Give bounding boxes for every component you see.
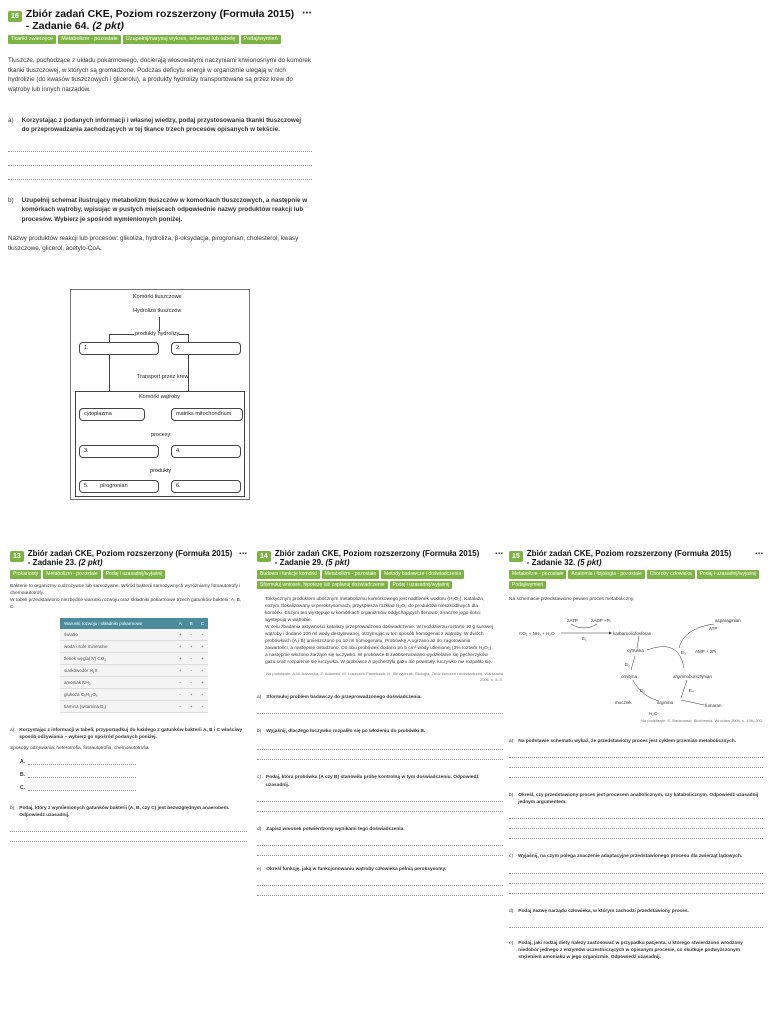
- scheme-e1: E₁: [582, 636, 587, 642]
- more-options-icon[interactable]: ⋯: [239, 549, 247, 558]
- question-b: [10, 805, 247, 819]
- cytoplasm-box: cytoplazma: [79, 408, 145, 421]
- arrow-line: [159, 317, 160, 331]
- table-cell: +: [186, 700, 197, 712]
- table-cell: -: [186, 652, 197, 664]
- fat-metabolism-diagram: [70, 289, 250, 500]
- scheme-atp2: ATP: [709, 626, 718, 632]
- table-row: [60, 700, 208, 712]
- answer-line[interactable]: [257, 713, 503, 714]
- answer-line[interactable]: [10, 841, 247, 842]
- task-header: [509, 549, 763, 567]
- answer-line[interactable]: [509, 828, 763, 829]
- answer-box-6[interactable]: 6.: [171, 480, 241, 493]
- tag[interactable]: Choroby człowieka: [647, 570, 695, 579]
- answer-b-row: [20, 772, 247, 778]
- table-cell: woda i sole mineralne: [60, 640, 175, 652]
- table-cell: -: [175, 676, 186, 688]
- tag[interactable]: Metabolizm - pozostałe: [43, 570, 100, 579]
- question-text: Sformułuj problem badawczy do przeprowadzonego doświadczenia.: [266, 695, 422, 701]
- question-letter: b): [10, 806, 15, 812]
- task-card-29: [257, 549, 503, 896]
- answer-line[interactable]: [257, 801, 503, 802]
- answer-box-2[interactable]: 2.: [171, 342, 241, 355]
- answer-line[interactable]: [509, 757, 763, 758]
- question-e: [509, 940, 763, 962]
- question-letter: b): [509, 793, 514, 799]
- arrow-line: [188, 334, 189, 342]
- answer-line[interactable]: [257, 749, 503, 750]
- box-value: pirogronian: [100, 483, 128, 489]
- question-text: Na podstawie schematu wykaż, że przedstawiony proces jest cyklem przemian metabolicznych.: [518, 738, 737, 744]
- answer-line[interactable]: [509, 767, 763, 768]
- tag[interactable]: Prokarionty: [10, 570, 41, 579]
- source-note: Na podstawie: E. Bańkowski, Biochemia, Wrocław 2006, s. 196–200.: [641, 718, 763, 724]
- question-d: [509, 908, 763, 915]
- tag-list: [509, 570, 763, 589]
- table-cell: -: [197, 629, 208, 641]
- answer-label: B.: [20, 772, 25, 779]
- scheme-carb: karbamoilofosforan: [613, 631, 652, 637]
- question-a: [10, 727, 247, 741]
- table-cell: tiamina (witamina B₁): [60, 700, 175, 712]
- task-title-text: Zbiór zadań CKE, Poziom rozszerzony (Formuła 2015): [526, 549, 732, 558]
- task-points: (5 pkt): [577, 558, 602, 568]
- question-text: Uzupełnij schemat ilustrujący metabolizm tłuszczów w komórkach tłuszczowych, a następnie w komórkach wątroby, wpisując w pustych miejscach odpowiednie nazwy produktów reakcji lub procesów. Wybierz je spośród wymienionych poniżej.: [21, 196, 308, 223]
- question-letter: d): [257, 826, 262, 832]
- task-subtitle: - Zadanie 29.: [274, 558, 324, 568]
- table-cell: +: [186, 688, 197, 700]
- table-header: B: [186, 618, 197, 629]
- question-c: [257, 774, 503, 788]
- tag[interactable]: Anatomia i fizjologia - pozostałe: [568, 570, 644, 579]
- tag[interactable]: Tkanki zwierzęce: [8, 35, 56, 44]
- answer-line[interactable]: [509, 838, 763, 839]
- task-intro: Tłuszcze, pochodzące z układu pokarmowego, docierają włosowatymi naczyniami krwionośnymi do komórek tkanki tłuszczowej, w których są gromadzone. Podczas deficytu energii w organizmie ulegają w nich hydrolizie (do kwasów tłuszczowych i glicerolu), a produkty hydrolizy transportowane są przez krew do wątroby lub innych narządów.: [8, 57, 312, 93]
- scheme-h2o: H₂O: [649, 711, 658, 717]
- tag-list: [10, 570, 247, 579]
- nutrition-methods: Sposoby odżywiania: heterotrofia, fotoautotrofia, chemoautotrofia.: [10, 746, 150, 752]
- task-title[interactable]: [26, 8, 294, 32]
- table-cell: +: [175, 629, 186, 641]
- tag[interactable]: Uzupełnij/narysuj wykres, schemat lub tabelę: [123, 35, 239, 44]
- task-title-text: Zbiór zadań CKE, Poziom rozszerzony (Formuła 2015): [27, 549, 233, 558]
- arrow-line: [109, 355, 110, 391]
- table-header: Warunki rozwoju i składniki pokarmowe: [60, 618, 175, 629]
- task-card-23: [10, 549, 247, 842]
- table-cell: -: [186, 629, 197, 641]
- hydrolysis-label: Hydroliza tłuszczów: [133, 308, 182, 314]
- scheme-moc: mocznik: [615, 700, 632, 706]
- table-cell: -: [175, 700, 186, 712]
- table-cell: -: [186, 676, 197, 688]
- table-cell: glukoza C₆H₁₂O₆: [60, 688, 175, 700]
- answer-line[interactable]: [10, 831, 247, 832]
- answer-line[interactable]: [509, 777, 763, 778]
- answer-list: [20, 759, 247, 791]
- task-number-badge: 15: [509, 551, 523, 562]
- answer-label: A.: [20, 759, 25, 766]
- tag[interactable]: Podaj/wymień: [241, 35, 281, 44]
- answer-box-4[interactable]: 4.: [171, 445, 241, 458]
- table-cell: siarkowodór H₂S: [60, 664, 175, 676]
- product-names: Nazwy produktów reakcji lub procesów: glikoliza, hydroliza, β-oksydacja, pirogronian, cholesterol, kwasy tłuszczowe, glicerol, acetylo-CoA.: [8, 235, 299, 252]
- scheme-e5: E₅: [640, 688, 645, 694]
- table-cell: -: [186, 664, 197, 676]
- scheme-atp: 2ATP: [567, 618, 578, 624]
- products2-label: produkty: [150, 468, 172, 474]
- table-cell: -: [197, 688, 208, 700]
- more-options-icon[interactable]: ⋯: [755, 549, 763, 558]
- task-number-badge: 13: [10, 551, 24, 562]
- task-intro: Bakterie to organizmy cudzożywne lub samożywne. Wśród bakterii samożywnych wyróżniamy fotoautotrofy i chemoautotrofy. W tabeli przedstawiono niezbędne warunki rozwoju oraz składniki pokarmowe trzech gatunków bakterii: A, B, C.: [10, 583, 242, 610]
- question-text: Określ, czy przedstawiony proces jest procesem anabolicznym, czy katabolicznym. Odpowiedź uzasadnij jednym argumentem.: [518, 793, 759, 806]
- task-title[interactable]: [275, 549, 479, 567]
- answer-line[interactable]: [257, 885, 503, 886]
- products-label: produkty hydrolizy: [135, 331, 180, 337]
- question-text: Wyjaśnij, dlaczego łuczywko rozpaliło się po włożeniu do probówki B.: [266, 729, 426, 735]
- question-letter: a): [509, 738, 514, 744]
- question-b: [509, 792, 763, 806]
- answer-line[interactable]: [28, 777, 136, 778]
- answer-line[interactable]: [28, 764, 136, 765]
- task-header: [10, 549, 247, 567]
- answer-line[interactable]: [8, 151, 312, 152]
- question-letter: e): [509, 940, 514, 946]
- task-header: [8, 8, 312, 32]
- question-a: [509, 738, 763, 745]
- tag-list: [8, 35, 312, 44]
- answer-box-3[interactable]: 3.: [79, 445, 159, 458]
- table-row: [60, 664, 208, 676]
- table-cell: tlenek węgla(IV) CO₂: [60, 652, 175, 664]
- answer-c-row: [20, 785, 247, 791]
- scheme-asp: asparaginian: [715, 618, 741, 624]
- task-title[interactable]: [527, 549, 731, 567]
- arrow-line: [188, 355, 189, 391]
- task-number-badge: 14: [257, 551, 271, 562]
- table-row: [60, 676, 208, 688]
- task-points: (5 pkt): [325, 558, 350, 568]
- answer-box-5: [79, 480, 159, 493]
- source-note: Na podstawie: A.M. Adamska, Z. Adamski, M. Łuszczek-Pawełczuk, H. Skrzypczak, Biologia. Zbiór ćwiczeń i doświadczeń, Warszawa 2006, s. 8–9.: [266, 670, 503, 682]
- task-title[interactable]: [28, 549, 232, 567]
- scheme-amp: AMP + 2Pi: [695, 649, 717, 655]
- question-letter: a): [257, 695, 262, 701]
- scheme-cytr: cytrulina: [627, 648, 644, 654]
- question-letter: a): [10, 727, 15, 733]
- table-cell: +: [186, 640, 197, 652]
- question-letter: d): [509, 908, 514, 914]
- table-cell: +: [197, 640, 208, 652]
- transport-label: Transport przez krew: [137, 374, 189, 380]
- answer-a-row: [20, 759, 247, 765]
- table-cell: +: [175, 640, 186, 652]
- tag[interactable]: Budowa i funkcje komórki: [257, 570, 320, 579]
- table-cell: -: [197, 664, 208, 676]
- table-cell: +: [175, 652, 186, 664]
- tag[interactable]: Podaj i uzasadnij/wyjaśnij: [697, 570, 760, 579]
- task-points: (2 pkt): [92, 20, 124, 33]
- question-c: [509, 853, 763, 860]
- tag[interactable]: Podaj/wymień: [509, 581, 546, 590]
- processes-label: procesy: [151, 432, 171, 438]
- answer-line[interactable]: [8, 179, 312, 180]
- question-e: [257, 866, 503, 873]
- task-subtitle: - Zadanie 64.: [25, 20, 90, 33]
- answer-line[interactable]: [509, 818, 763, 819]
- question-letter: c): [257, 775, 261, 781]
- answer-line[interactable]: [257, 811, 503, 812]
- box-number: 5.: [84, 483, 89, 489]
- table-cell: światło: [60, 629, 175, 641]
- task-title-text: Zbiór zadań CKE, Poziom rozszerzony (Formuła 2015): [25, 8, 295, 20]
- tag[interactable]: Metabolizm - pozostałe: [322, 570, 379, 579]
- matrix-box: matriks mitochondrium: [171, 408, 243, 421]
- table-cell: -: [197, 700, 208, 712]
- tag[interactable]: Metabolizm - pozostałe: [509, 570, 566, 579]
- task-intro: Toksycznym produktem ubocznym metabolizmu komórkowego jest nadtlenek wodoru (H₂O₂). Katalaza, enzym zlokalizowany w peroksysomach, przyspiesza rozkład H₂O₂ do produktów nieszkodliwych dla komórki. Enzym ten występuje w komórkach organizmów oddychających tlenowo, znaczne jego ilości występują w wątrobie. W celu zbadania aktywności katalazy przeprowadzono doświadczenie. W moździerzu roztarto 10 g surowej wątroby i dodano 100 ml wody destylowanej, otrzymując w ten sposób homogenat z wątroby. W dwóch probówkach (A i B) umieszczono po 10 ml homogenatu. Probówkę A ogrzano aż do zagotowania zawartości, a następnie ostudzono. Do obu probówek dodano po 5 cm³ wody utlenionej (3% roztwór H₂O₂), a następnie włożono żarzące się łuczywko. W probówce B zaobserwowano wydzielanie się pęcherzyków gazu oraz rozpalenie się łuczywka. W probówce A pęcherzyki gazu nie powstały, łuczywko nie rozpaliło się.: [265, 597, 493, 665]
- task-header: [257, 549, 503, 567]
- scheme-fum: fumaran: [705, 703, 722, 709]
- answer-line[interactable]: [257, 855, 503, 856]
- more-options-icon[interactable]: ⋯: [302, 8, 312, 19]
- question-b: [8, 196, 312, 224]
- answer-line[interactable]: [28, 790, 136, 791]
- liver-cells-label: Komórki wątroby: [139, 394, 180, 400]
- scheme-e3: E₃: [681, 650, 686, 656]
- scheme-arg: arginina: [657, 700, 674, 706]
- answer-line[interactable]: [257, 759, 503, 760]
- question-text: Podaj, który z wymienionych gatunków bakterii (A, B, czy C) jest bezwzględnym anaerobem. Odpowiedź uzasadnij.: [19, 806, 230, 819]
- question-text: Podaj nazwę narządu człowieka, w którym zachodzi przedstawiony proces.: [518, 908, 689, 914]
- table-row: [60, 688, 208, 700]
- table-cell: amoniak NH₃: [60, 676, 175, 688]
- answer-line[interactable]: [8, 165, 312, 166]
- answer-line[interactable]: [509, 893, 763, 894]
- table-cell: +: [175, 664, 186, 676]
- question-a: [257, 694, 503, 701]
- table-header: C: [197, 618, 208, 629]
- scheme-orn: ornityna: [621, 674, 638, 680]
- tag[interactable]: Podaj i uzasadnij/wyjaśnij: [390, 581, 453, 590]
- arrow-line: [109, 334, 134, 335]
- question-letter: c): [509, 854, 513, 860]
- answer-line[interactable]: [257, 895, 503, 896]
- table-cell: +: [197, 652, 208, 664]
- tag[interactable]: Podaj i uzasadnij/wyjaśnij: [103, 570, 166, 579]
- task-number-badge: 16: [8, 11, 22, 22]
- question-text: Podaj, jaki rodzaj diety należy zastosować w przypadku pacjenta, u którego stwierdzono wrodzony niedobór jednego z enzymów uczestniczących w opisanym procesie, co skutkuje podwyższonym stężeniem amoniaku w jego organizmie. Odpowiedź uzasadnij.: [518, 940, 743, 961]
- table-header-row: [60, 618, 208, 629]
- answer-line[interactable]: [509, 927, 763, 928]
- task-card-64: [8, 8, 312, 253]
- answer-line[interactable]: [509, 883, 763, 884]
- question-text: Zapisz wniosek potwierdzony wynikami tego doświadczenia.: [266, 826, 405, 832]
- answer-line[interactable]: [257, 845, 503, 846]
- answer-line[interactable]: [509, 873, 763, 874]
- table-cell: +: [197, 676, 208, 688]
- question-letter: b): [257, 729, 262, 735]
- table-row: [60, 640, 208, 652]
- arrow-line: [109, 334, 110, 342]
- scheme-e2: E₂: [625, 662, 630, 668]
- table-header: A: [175, 618, 186, 629]
- task-points: (2 pkt): [78, 558, 103, 568]
- scheme-left: CO₂ + NH₃ + H₂O: [519, 631, 555, 637]
- question-text: Korzystając z podanych informacji i własnej wiedzy, podaj przystosowania tkanki tłuszczowej do przeprowadzania zachodzących w tej tkance trzech procesów opisanych w tekście.: [21, 117, 302, 134]
- question-b: [257, 728, 503, 735]
- task-intro: Na schemacie przedstawiono pewien proces metaboliczny.: [509, 597, 635, 603]
- tag[interactable]: Sformułuj wniosek, hipotezę lub zaplanuj doświadczenie: [257, 581, 388, 590]
- question-letter: b): [8, 196, 14, 204]
- bacteria-table: [60, 618, 208, 713]
- scheme-argsuc: argininobursztynian: [673, 674, 713, 680]
- task-title-text: Zbiór zadań CKE, Poziom rozszerzony (Formuła 2015): [274, 549, 480, 558]
- task-subtitle: - Zadanie 32.: [526, 558, 576, 568]
- task-card-32: [509, 549, 763, 961]
- answer-box-1[interactable]: 1.: [79, 342, 159, 355]
- question-a: [8, 116, 312, 135]
- table-row: [60, 629, 208, 641]
- question-text: Korzystając z informacji w tabeli, przyporządkuj do każdego z gatunków bakterii A, B i C właściwy sposób odżywiania – wybierz go spośród podanych poniżej.: [19, 727, 243, 740]
- question-letter: e): [257, 867, 262, 873]
- urea-cycle-scheme: [509, 608, 763, 718]
- question-text: Wyjaśnij, na czym polega znaczenie adaptacyjne przedstawionego procesu dla zwierząt lądowych.: [518, 854, 743, 860]
- tag[interactable]: Metabolizm - pozostałe: [58, 35, 121, 44]
- scheme-e4: E₄: [689, 688, 694, 694]
- fat-cells-label: Komórki tłuszczowe: [133, 294, 182, 300]
- question-text: Podaj, która probówka (A czy B) stanowiła próbę kontrolną w tym doświadczeniu. Odpowiedź uzasadnij.: [266, 775, 479, 788]
- table-row: [60, 652, 208, 664]
- table-cell: -: [175, 688, 186, 700]
- answer-label: C.: [20, 785, 25, 792]
- task-subtitle: - Zadanie 23.: [27, 558, 77, 568]
- tag[interactable]: Metody badawcze i doświadczenia: [381, 570, 464, 579]
- tag-list: [257, 570, 503, 589]
- more-options-icon[interactable]: ⋯: [495, 549, 503, 558]
- question-d: [257, 826, 503, 833]
- scheme-adp: 2ADP +Pi: [591, 618, 611, 624]
- question-letter: a): [8, 117, 14, 125]
- question-text: Określ funkcję, jaką w funkcjonowaniu wątroby człowieka pełnią peroksysomy.: [266, 867, 447, 873]
